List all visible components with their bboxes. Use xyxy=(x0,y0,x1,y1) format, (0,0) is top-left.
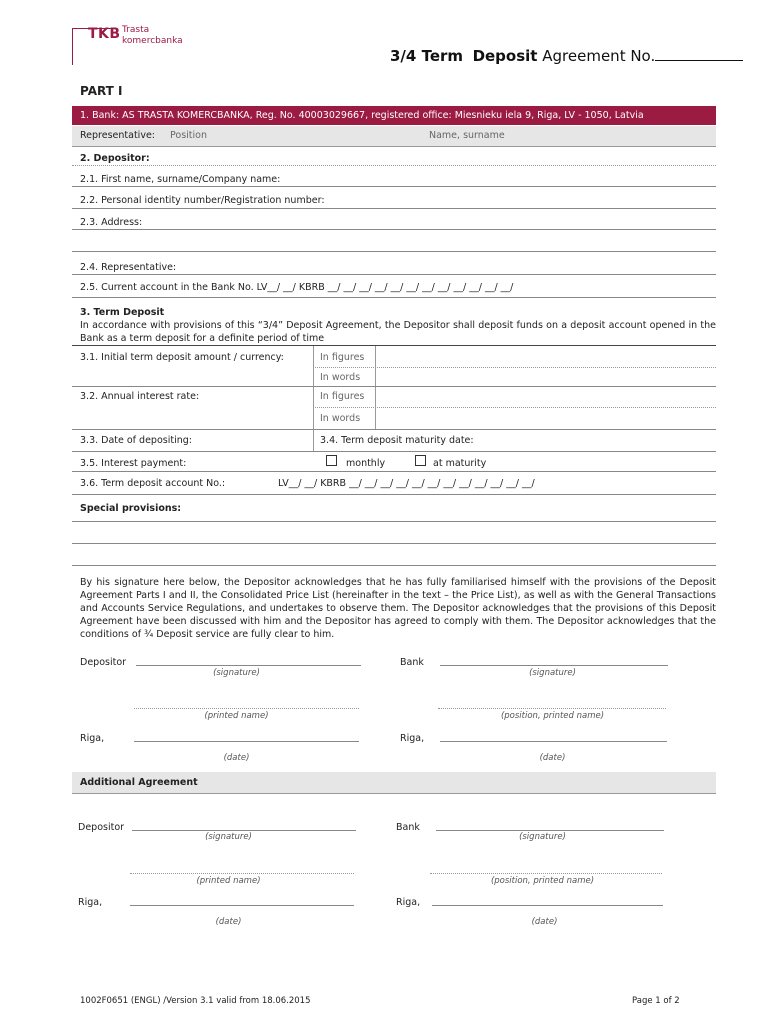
representative-bar xyxy=(72,126,716,147)
bank-info-bar: 1. Bank: AS TRASTA KOMERCBANKA, Reg. No. 40003029667, registered office: Miesnieku iela 9, Riga, LV - 1050, Latvia xyxy=(72,106,716,125)
add-depositor-signature-label: Depositor xyxy=(78,822,125,833)
depositor-printed-name-field[interactable] xyxy=(134,708,359,709)
column-separator xyxy=(313,430,314,451)
depositor-representative-label: 2.4. Representative: xyxy=(80,262,177,273)
depositor-address-label: 2.3. Address: xyxy=(80,217,143,228)
date-caption: (date) xyxy=(531,917,558,927)
representative-position[interactable]: Position xyxy=(170,130,207,141)
special-provisions-field-2[interactable] xyxy=(72,543,716,544)
depositing-date-label: 3.3. Date of depositing: xyxy=(80,435,192,446)
depositor-signature-label: Depositor xyxy=(80,657,127,668)
current-account-label[interactable]: 2.5. Current account in the Bank No. LV__/ __/ KBRB __/ __/ __/ __/ __/ __/ __/ __/ __/ __/ __/ __/ xyxy=(80,282,514,293)
monthly-checkbox[interactable] xyxy=(326,455,337,466)
amount-label: 3.1. Initial term deposit amount / currency: xyxy=(80,352,284,363)
logo-name xyxy=(122,25,183,47)
add-bank-signature-field[interactable] xyxy=(436,830,664,831)
term-deposit-heading: 3. Term Deposit xyxy=(80,307,165,318)
depositor-signature-field[interactable] xyxy=(136,665,361,666)
divider xyxy=(72,451,716,452)
divider xyxy=(72,429,716,430)
rate-in-words[interactable]: In words xyxy=(320,413,361,424)
printed-name-caption: (printed name) xyxy=(204,711,269,721)
additional-agreement-heading: Additional Agreement xyxy=(80,777,198,788)
rate-in-figures[interactable]: In figures xyxy=(320,391,365,402)
bank-printed-name-field[interactable] xyxy=(438,708,666,709)
signature-caption: (signature) xyxy=(519,832,566,842)
depositor-name-label: 2.1. First name, surname/Company name: xyxy=(80,174,281,185)
add-bank-signature-label: Bank xyxy=(396,822,420,833)
column-separator xyxy=(375,346,376,430)
printed-name-caption: (printed name) xyxy=(196,876,261,886)
divider xyxy=(313,367,716,368)
signature-caption: (signature) xyxy=(205,832,252,842)
date-caption: (date) xyxy=(215,917,242,927)
position-printed-name-caption: (position, printed name) xyxy=(500,711,605,721)
interest-payment-label: 3.5. Interest payment: xyxy=(80,458,187,469)
depositor-representative-field[interactable] xyxy=(72,274,716,275)
depositor-id-field[interactable] xyxy=(72,208,716,209)
agreement-number-field[interactable] xyxy=(655,48,743,61)
deposit-account-mask[interactable]: LV__/ __/ KBRB __/ __/ __/ __/ __/ __/ __/ __/ __/ __/ __/ __/ xyxy=(278,478,535,489)
add-riga-label: Riga, xyxy=(78,897,103,908)
signature-caption: (signature) xyxy=(213,668,260,678)
date-caption: (date) xyxy=(539,753,566,763)
page-number: Page 1 of 2 xyxy=(632,996,680,1006)
at-maturity-checkbox[interactable] xyxy=(415,455,426,466)
logo-mark: TKB xyxy=(88,26,121,42)
logo-line1: Trasta xyxy=(122,25,150,35)
special-provisions-field-3[interactable] xyxy=(72,565,716,566)
title-suffix: Agreement No. xyxy=(542,47,656,65)
divider xyxy=(72,297,716,298)
depositor-address-field-2[interactable] xyxy=(72,251,716,252)
divider xyxy=(313,407,716,408)
column-separator xyxy=(313,346,314,430)
bank-signature-label: Bank xyxy=(400,657,424,668)
bank-signature-field[interactable] xyxy=(440,665,668,666)
monthly-label: monthly xyxy=(346,458,386,469)
additional-agreement-bar xyxy=(72,772,716,794)
part-heading: PART I xyxy=(80,84,123,98)
depositor-address-field[interactable] xyxy=(72,229,716,230)
title-bold: Deposit xyxy=(472,47,538,65)
representative-name[interactable]: Name, surname xyxy=(429,130,505,141)
form-code: 1002F0651 (ENGL) /Version 3.1 valid from 18.06.2015 xyxy=(80,996,311,1006)
amount-in-words[interactable]: In words xyxy=(320,372,361,383)
divider xyxy=(72,165,716,166)
add-riga-label-bank: Riga, xyxy=(396,897,421,908)
at-maturity-label: at maturity xyxy=(433,458,487,469)
date-caption: (date) xyxy=(223,753,250,763)
representative-label: Representative: xyxy=(80,130,155,141)
term-deposit-intro: In accordance with provisions of this “3/4” Deposit Agreement, the Depositor shall deposit funds on a deposit account opened in the Bank as a term deposit for a definite period of time xyxy=(80,320,716,344)
special-provisions-field[interactable] xyxy=(72,521,716,522)
add-depositor-date-field[interactable] xyxy=(130,905,354,906)
rate-label: 3.2. Annual interest rate: xyxy=(80,391,200,402)
divider xyxy=(72,386,716,387)
riga-label-bank: Riga, xyxy=(400,733,425,744)
logo-line2: komercbanka xyxy=(122,36,183,46)
document-title xyxy=(390,47,743,65)
special-provisions-label: Special provisions: xyxy=(80,503,182,514)
position-printed-name-caption: (position, printed name) xyxy=(490,876,595,886)
add-depositor-printed-name-field[interactable] xyxy=(130,873,354,874)
signature-caption: (signature) xyxy=(529,668,576,678)
depositor-name-field[interactable] xyxy=(72,186,716,187)
divider xyxy=(72,494,716,495)
add-bank-date-field[interactable] xyxy=(432,905,663,906)
riga-label: Riga, xyxy=(80,733,105,744)
depositor-id-label: 2.2. Personal identity number/Registration number: xyxy=(80,195,325,206)
title-prefix: 3/4 Term xyxy=(390,47,464,65)
divider xyxy=(72,471,716,472)
depositor-heading: 2. Depositor: xyxy=(80,153,150,164)
add-bank-printed-name-field[interactable] xyxy=(430,873,662,874)
add-depositor-signature-field[interactable] xyxy=(132,830,356,831)
deposit-account-label: 3.6. Term deposit account No.: xyxy=(80,478,226,489)
acknowledgement-text: By his signature here below, the Depositor acknowledges that he has fully familiarised himself with the provisions of the Deposit Agreement Parts I and II, the Consolidated Price List (hereinafter in the text – the Price List), as well as with the General Transactions and Accounts Service Regulations, and undertakes to observe them. The Depositor acknowledges that the provisions of this Deposit Agreement have been discussed with him and the Depositor has agreed to comply with them. The Depositor acknowledges that the conditions of ¾ Deposit service are fully clear to him. xyxy=(80,577,716,640)
amount-in-figures[interactable]: In figures xyxy=(320,352,365,363)
depositor-date-field[interactable] xyxy=(134,741,359,742)
bank-date-field[interactable] xyxy=(440,741,667,742)
divider xyxy=(72,345,716,346)
maturity-date-label: 3.4. Term deposit maturity date: xyxy=(320,435,474,446)
